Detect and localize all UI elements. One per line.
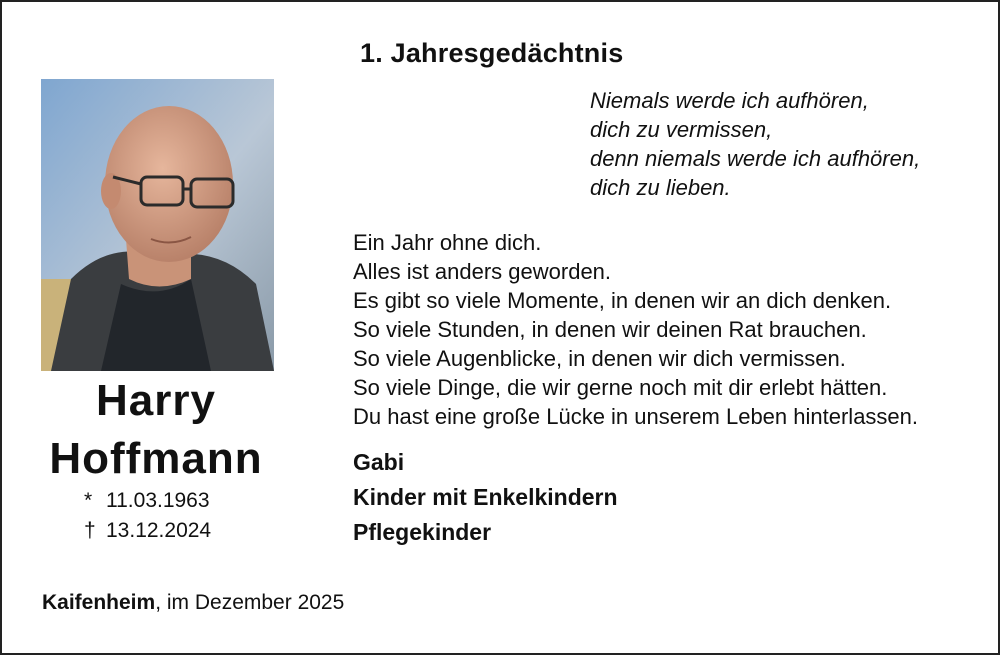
birth-date: 11.03.1963 xyxy=(106,489,210,512)
life-dates xyxy=(84,486,211,546)
poem-line: denn niemals werde ich aufhören, xyxy=(590,146,921,171)
poem-line: dich zu lieben. xyxy=(590,175,731,200)
family-member: Gabi xyxy=(353,449,405,475)
place-date-text: , im Dezember 2025 xyxy=(155,591,345,614)
death-line xyxy=(84,516,211,546)
message-line: So viele Augenblicke, in denen wir dich vermissen. xyxy=(353,346,846,371)
message-line: Alles ist anders geworden. xyxy=(353,259,612,284)
birth-symbol: * xyxy=(84,489,93,512)
last-name: Hoffmann xyxy=(49,434,263,483)
message-line: So viele Dinge, die wir gerne noch mit dir erlebt hätten. xyxy=(353,375,888,400)
poem-line: Niemals werde ich aufhören, xyxy=(590,88,869,113)
death-date: 13.12.2024 xyxy=(106,519,212,542)
place-date xyxy=(42,591,344,615)
message-line: Du hast eine große Lücke in unserem Leben hinterlassen. xyxy=(353,404,919,429)
family-member: Kinder mit Enkelkindern xyxy=(353,484,618,510)
memorial-message xyxy=(353,228,918,431)
portrait-illustration xyxy=(41,79,274,371)
portrait-photo xyxy=(41,79,274,371)
family-member: Pflegekinder xyxy=(353,519,492,545)
first-name: Harry xyxy=(96,376,216,425)
anniversary-title: 1. Jahresgedächtnis xyxy=(360,38,624,68)
message-line: Ein Jahr ohne dich. xyxy=(353,230,542,255)
family-signatures xyxy=(353,445,618,550)
memorial-poem xyxy=(590,86,920,202)
birth-line xyxy=(84,486,211,516)
message-line: So viele Stunden, in denen wir deinen Rat brauchen. xyxy=(353,317,867,342)
place-town: Kaifenheim xyxy=(42,591,156,614)
message-line: Es gibt so viele Momente, in denen wir an dich denken. xyxy=(353,288,892,313)
death-symbol: † xyxy=(84,519,96,542)
poem-line: dich zu vermissen, xyxy=(590,117,773,142)
